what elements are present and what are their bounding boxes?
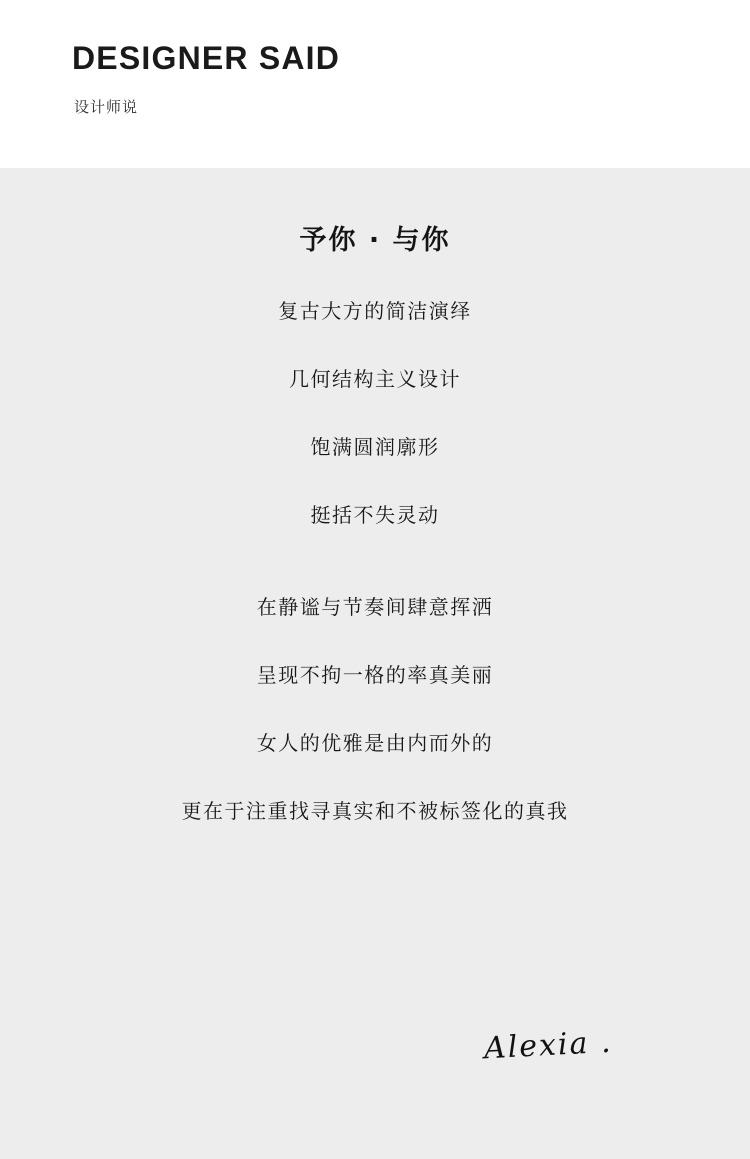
header-section [0, 0, 750, 168]
description-line: 复古大方的简洁演绎 [278, 299, 472, 323]
description-line: 饱满圆润廓形 [310, 435, 440, 459]
description-line: 女人的优雅是由内而外的 [256, 731, 494, 755]
description-line: 呈现不拘一格的率真美丽 [256, 663, 494, 687]
panel-title: 予你 · 与你 [299, 225, 451, 256]
description-line: 在静谧与节奏间肆意挥洒 [256, 595, 494, 619]
description-line: 几何结构主义设计 [289, 367, 461, 391]
description-line: 挺括不失灵动 [310, 503, 440, 527]
description-line: 更在于注重找寻真实和不被标签化的真我 [181, 799, 569, 823]
page-subtitle: 设计师说 [74, 98, 139, 116]
page-title: DESIGNER SAID [72, 40, 341, 76]
description-group-one [0, 301, 750, 525]
content-panel [0, 168, 750, 1159]
designer-signature: Alexia . [482, 1024, 613, 1067]
description-group-two [0, 597, 750, 821]
